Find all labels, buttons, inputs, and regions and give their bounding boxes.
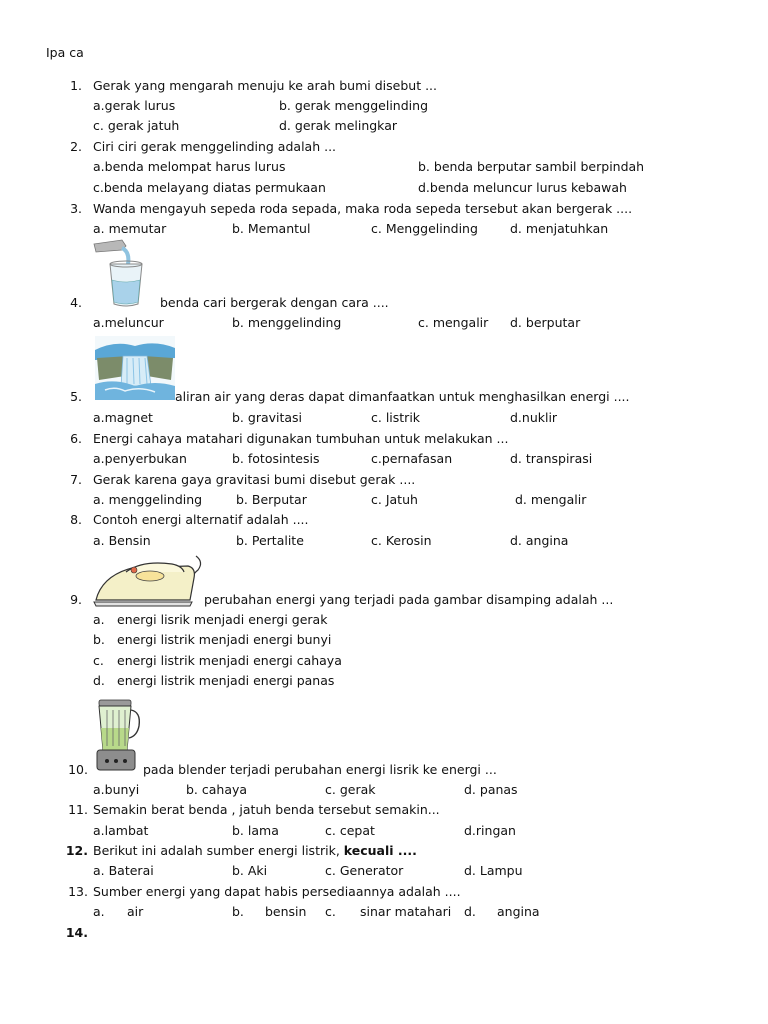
option-a: a. menggelinding (93, 492, 203, 507)
option-c: c. listrik (371, 410, 421, 425)
option-d: d. mengalir (515, 492, 587, 507)
option-b: bensin (265, 904, 307, 919)
option-c: sinar matahari (360, 904, 452, 919)
option-a: a.lambat (93, 823, 149, 838)
option-c: c. Jatuh (371, 492, 418, 507)
option-a: a. Bensin (93, 533, 151, 548)
waterfall-image (95, 336, 175, 400)
option-letter-d: d. (464, 904, 476, 919)
question-text: Gerak karena gaya gravitasi bumi disebut gerak .... (93, 472, 416, 487)
question-text: Gerak yang mengarah menuju ke arah bumi disebut ... (93, 78, 437, 93)
question-text: Wanda mengayuh sepeda roda sepada, maka roda sepeda tersebut akan bergerak .... (93, 201, 633, 216)
option-b: b. Memantul (232, 221, 311, 236)
question-text: Contoh energi alternatif adalah .... (93, 512, 309, 527)
option-letter-a: a. (93, 904, 105, 919)
option-c: c.pernafasan (371, 451, 453, 466)
question-text: aliran air yang deras dapat dimanfaatkan untuk menghasilkan energi .... (175, 389, 630, 404)
electric-iron-image (92, 552, 208, 608)
question-text: perubahan energi yang terjadi pada gambar disamping adalah ... (204, 592, 614, 607)
question-number: 12. (65, 843, 88, 858)
option-d: angina (497, 904, 540, 919)
question-number: 10. (68, 762, 88, 777)
option-d: d. berputar (510, 315, 581, 330)
option-d: d. menjatuhkan (510, 221, 609, 236)
option-letter-a: a. (93, 612, 105, 627)
option-a: a.penyerbukan (93, 451, 187, 466)
question-number: 6. (70, 431, 82, 446)
question-number: 4. (70, 295, 82, 310)
question-number: 5. (70, 389, 82, 404)
option-d: d. Lampu (464, 863, 523, 878)
option-d: energi listrik menjadi energi panas (117, 673, 335, 688)
question-emphasis: kecuali .... (343, 843, 417, 858)
option-letter-d: d. (93, 673, 105, 688)
question-number: 8. (70, 512, 82, 527)
option-c: c. Menggelinding (371, 221, 478, 236)
option-a: a.benda melompat harus lurus (93, 159, 286, 174)
question-text: Energi cahaya matahari digunakan tumbuhan untuk melakukan ... (93, 431, 509, 446)
option-d: d.ringan (464, 823, 516, 838)
option-c: c. gerak (325, 782, 376, 797)
question-text: Sumber energi yang dapat habis persediaannya adalah .... (93, 884, 461, 899)
question-text: Semakin berat benda , jatuh benda tersebut semakin... (93, 802, 440, 817)
option-c: c. Kerosin (371, 533, 432, 548)
question-text: pada blender terjadi perubahan energi lisrik ke energi ... (143, 762, 497, 777)
question-number: 7. (70, 472, 82, 487)
option-letter-b: b. (232, 904, 244, 919)
water-glass-image (92, 238, 154, 310)
question-text: Ciri ciri gerak menggelinding adalah ... (93, 139, 337, 154)
option-a: a.magnet (93, 410, 153, 425)
option-a: air (127, 904, 144, 919)
option-b: b. cahaya (186, 782, 248, 797)
option-b: b. gravitasi (232, 410, 303, 425)
option-b: energi listrik menjadi energi bunyi (117, 632, 332, 647)
option-letter-b: b. (93, 632, 105, 647)
question-number: 13. (68, 884, 88, 899)
option-c: energi listrik menjadi energi cahaya (117, 653, 342, 668)
question-number: 1. (70, 78, 82, 93)
option-c: c. gerak jatuh (93, 118, 180, 133)
option-a: energi lisrik menjadi energi gerak (117, 612, 328, 627)
option-b: b. gerak menggelinding (279, 98, 428, 113)
option-b: b. Berputar (236, 492, 307, 507)
option-d: d. gerak melingkar (279, 118, 398, 133)
question-number: 11. (68, 802, 88, 817)
option-b: b. lama (232, 823, 279, 838)
question-text: benda cari bergerak dengan cara .... (160, 295, 389, 310)
blender-image (93, 698, 141, 774)
option-letter-c: c. (325, 904, 336, 919)
option-a: a.gerak lurus (93, 98, 176, 113)
question-number: 14. (65, 925, 88, 940)
option-d: d. transpirasi (510, 451, 593, 466)
question-number: 2. (70, 139, 82, 154)
option-letter-c: c. (93, 653, 104, 668)
option-d: d.nuklir (510, 410, 558, 425)
option-a: a. Baterai (93, 863, 154, 878)
option-b: b. menggelinding (232, 315, 342, 330)
question-number: 3. (70, 201, 82, 216)
option-c: c. Generator (325, 863, 404, 878)
option-d: d.benda meluncur lurus kebawah (418, 180, 627, 195)
option-a: a.bunyi (93, 782, 140, 797)
option-d: d. angina (510, 533, 569, 548)
option-a: a.meluncur (93, 315, 164, 330)
question-number: 9. (70, 592, 82, 607)
option-b: b. benda berputar sambil berpindah (418, 159, 645, 174)
option-b: b. Pertalite (236, 533, 304, 548)
option-d: d. panas (464, 782, 518, 797)
question-text: Berikut ini adalah sumber energi listrik, kecuali .... (93, 843, 417, 858)
option-b: b. fotosintesis (232, 451, 320, 466)
option-c: c. cepat (325, 823, 375, 838)
option-c: c. mengalir (418, 315, 489, 330)
option-a: a. memutar (93, 221, 167, 236)
option-b: b. Aki (232, 863, 268, 878)
page-title: Ipa ca (46, 45, 84, 60)
option-c: c.benda melayang diatas permukaan (93, 180, 326, 195)
